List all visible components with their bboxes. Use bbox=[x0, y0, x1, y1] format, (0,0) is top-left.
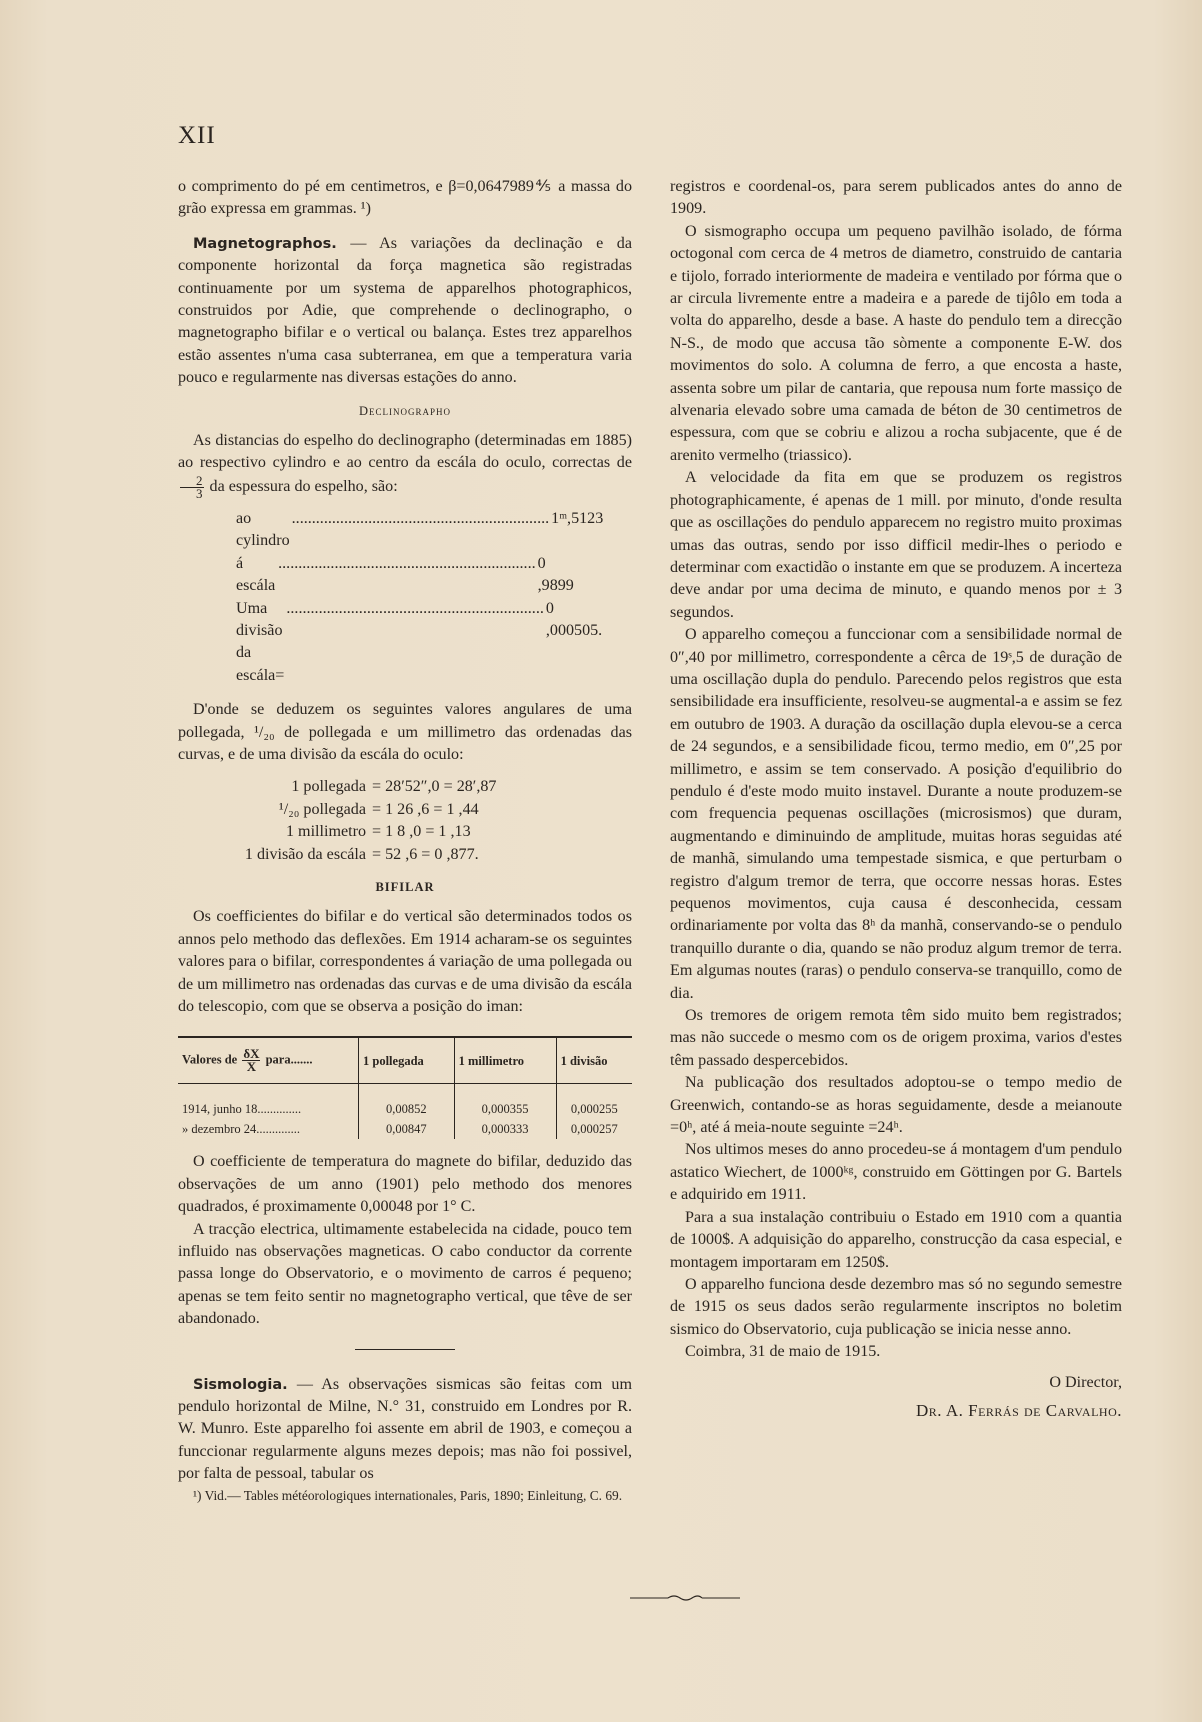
table-cell: 0,000355 bbox=[454, 1084, 556, 1120]
paragraph-traccao: A tracção electrica, ultimamente estabelecida na cidade, pouco tem influido nas observações magneticas. O cabo conductor da corrente passa longe do Observatorio, e o movimento de carros é pequeno; apenas se tem feito sentir no magnetographo vertical, que têve de ser abandonado. bbox=[178, 1220, 632, 1328]
paragraph-donde: D'onde se deduzem os seguintes valores angulares de uma pollegada, ¹/₂₀ de pollegada e um millimetro das ordenadas das curvas, e de uma divisão da escála do oculo: bbox=[178, 701, 632, 763]
fraction-numerator: 2 bbox=[180, 475, 204, 488]
header-para-text: para....... bbox=[265, 1052, 313, 1067]
paragraph-velocidade: A velocidade da fita em que se produzem os registros photographicamente, é apenas de 1 mill. por minuto, d'onde resulta que as oscillações do pendulo apparecem no registro muito proximas umas das outras, sendo por isso difficil medir-lhes o periodo e determinar com exactidão o instante em que se produzem. A incerteza deve andar por uma decima de minuto, e quando menos por ± 3 segundos. bbox=[670, 469, 1122, 621]
angular-value: = 1 8 ,0 = 1 ,13 bbox=[372, 823, 471, 841]
distance-value: 0 ,9899 bbox=[537, 554, 574, 595]
paragraph-temperatura: O coefficiente de temperatura do magnete do bifilar, deduzido das observações de um anno (1901) pelo methodo dos menores quadrados, é proximamente 0,00048 por 1° C. bbox=[178, 1153, 632, 1216]
sismologia-text: — As observações sismicas são feitas com um pendulo horizontal de Milne, N.° 31, construido em Londres por R. W. Munro. Este apparelho foi assente em abril de 1903, e começou a funccionar regularmente alguns mezes depois; mas não foi possivel, por falta de pessoal, tabular os bbox=[178, 1375, 632, 1483]
signature-name: Dr. A. Ferrás de Carvalho. bbox=[916, 1400, 1122, 1420]
right-column bbox=[670, 176, 1122, 1422]
angular-value: = 52 ,6 = 0 ,877. bbox=[372, 845, 479, 863]
distances-list bbox=[236, 508, 604, 687]
angular-label: 1 divisão da escála bbox=[244, 845, 366, 863]
distancias-text-a: As distancias do espelho do declinographo (determinadas em 1885) ao respectivo cylindro e ao centro da escála do oculo, correctas de bbox=[178, 432, 632, 472]
table-row bbox=[178, 1084, 632, 1120]
table-row bbox=[178, 1119, 632, 1139]
paragraph-intro: o comprimento do pé em centimetros, e β=0,0647989⅘ a massa do grão expressa em grammas. ¹) bbox=[178, 178, 632, 218]
distance-label: ao cylindro bbox=[236, 509, 290, 550]
fraction-denominator: X bbox=[246, 1059, 257, 1075]
list-item: Uma divisão da escála= ................................................................ 0 ,000505. bbox=[236, 598, 576, 688]
bifilar-table bbox=[178, 1036, 632, 1139]
angular-label: 1 millimetro bbox=[285, 823, 366, 841]
table-header-col: 1 pollegada bbox=[359, 1037, 455, 1084]
list-item bbox=[178, 821, 632, 843]
table-header-col: 1 divisão bbox=[556, 1037, 632, 1084]
fraction-denominator: 3 bbox=[196, 485, 203, 501]
distancias-text-b: da espessura do espelho, são: bbox=[209, 478, 398, 496]
table-header-label bbox=[178, 1037, 359, 1084]
distance-label: Uma divisão da escála= bbox=[236, 599, 285, 684]
closing-ornament bbox=[630, 1593, 740, 1603]
table-header-row bbox=[178, 1037, 632, 1084]
paragraph-publicacao: Na publicação dos resultados adoptou-se o tempo medio de Greenwich, contando-se as horas seguidamente, desde a meianoute =0ʰ, até á meia-noute seguinte =24ʰ. bbox=[670, 1074, 1122, 1137]
declinographo-heading: Declinographo bbox=[358, 403, 452, 418]
angular-label: ¹/₂₀ pollegada bbox=[278, 800, 366, 818]
bifilar-heading: BIFILAR bbox=[375, 879, 435, 894]
list-item bbox=[178, 799, 632, 821]
table-row-label: » dezembro 24.............. bbox=[182, 1122, 301, 1137]
fraction-numerator: δX bbox=[243, 1046, 260, 1062]
magnetographos-heading: Magnetographos. bbox=[193, 235, 337, 252]
table-cell: 0,000333 bbox=[454, 1119, 556, 1139]
page-number: XII bbox=[178, 122, 216, 149]
paragraph-sismologia bbox=[178, 1374, 632, 1486]
distance-label: á escála bbox=[236, 554, 276, 595]
distance-value: 0 ,000505. bbox=[545, 599, 603, 639]
footnote: ¹) Vid.— Tables météorologiques internationales, Paris, 1890; Einleitung, C. 69. bbox=[193, 1487, 623, 1503]
paragraph-sismographo: O sismographo occupa um pequeno pavilhão isolado, de fórma octogonal com cerca de 4 metros de diametro, construido de cantaria e tijolo, forrado interiormente de madeira e ventilado por fórma que o ar circula livremente entre a madeira e a parede de tijôlo em toda a volta do apparelho, desde a base. A haste do pendulo tem a direcção N-S., de modo que accusa tão sòmente a componente E-W. dos movimentos do solo. A columna de ferro, a que encosta a haste, assenta sobre um pilar de cantaria, que repousa num forte massiço de alvenaria elevado sobre uma camada de béton de 30 centimetros de espessura, com que se cobriu e alizou a rocha subjacente, que é de arenito vermelho (triassico). bbox=[670, 222, 1122, 464]
paragraph-funciona: O apparelho funciona desde dezembro mas só no segundo semestre de 1915 os seus dados serão regularmente inscriptos no boletim sismico do Observatorio, cuja publicação se inicia nesse anno. bbox=[670, 1275, 1122, 1338]
signature-role: O Director, bbox=[1049, 1373, 1122, 1391]
fraction-delta-x bbox=[242, 1048, 260, 1073]
list-item: á escála ................................................................ 0 ,9899 bbox=[236, 553, 576, 598]
paragraph-instalacao: Para a sua instalação contribuiu o Estado em 1910 com a quantia de 1000$. A adquisição do apparelho, construcção da casa especial, e montagem importaram em 1250$. bbox=[670, 1208, 1122, 1271]
angular-values bbox=[178, 776, 632, 866]
header-label-text: Valores de bbox=[182, 1052, 238, 1067]
paragraph-sensibilidade: O apparelho começou a funccionar com a sensibilidade normal de 0″,40 por millimetro, correspondente a cêrca de 19ˢ,5 de duração de uma oscillação dupla do pendulo. Parecendo pelos registros que esta sensibilidade era insufficiente, resolveu-se augmental-a e assim se fez em outubro de 1903. A duração da oscillação dupla elevou-se a cerca de 24 segundos, e a sensibilidade ficou, termo medio, em 0″,25 por millimetro, e assim se tem conservado. A posição d'equilibrio do pendulo é d'este modo muito instavel. Durante a noute produzem-se com frequencia pequenas oscillações (microsismos) que duram, augmentando e diminuindo de amplitude, muitas horas seguidas até de manhã, simulando uma tempestade sismica, e que perturbam o registro d'algum tremor de terra, que occorre nessas horas. Estes pequenos movimentos, cuja causa é desconhecida, cessam ordinariamente por volta das 8ʰ da manhã, conservando-se o pendulo tranquillo durante o dia, quando se não produz algum tremor de terra. Em algumas noutes (raras) o pendulo conserva-se tranquillo, como de dia. bbox=[670, 626, 1122, 1002]
table-cell: 0,00852 bbox=[359, 1084, 455, 1120]
paragraph-magnetographos bbox=[178, 233, 632, 390]
sismologia-heading: Sismologia. bbox=[193, 1376, 288, 1393]
list-item bbox=[178, 844, 632, 866]
paragraph-registros: registros e coordenal-os, para serem publicados antes do anno de 1909. bbox=[670, 178, 1122, 218]
distance-value: 1ᵐ,5123 bbox=[551, 509, 604, 527]
paragraph-coefficientes: Os coefficientes do bifilar e do vertical são determinados todos os annos pelo methodo das deflexões. Em 1914 acharam-se os seguintes valores para o bifilar, correspondentes á variação de uma pollegada ou de um millimetro nas ordenadas das curvas e de uma divisão da escála do telescopio, com que se observa a posição do iman: bbox=[178, 908, 632, 1015]
section-divider bbox=[355, 1349, 455, 1350]
paragraph-wiechert: Nos ultimos meses do anno procedeu-se á montagem d'um pendulo astatico Wiechert, de 1000ᵏᵍ, construido em Göttingen por G. Bartels e adquirido em 1911. bbox=[670, 1141, 1122, 1204]
table-cell: 0,000255 bbox=[556, 1084, 632, 1120]
list-item: ao cylindro ................................................................ 1ᵐ,5123 bbox=[236, 508, 576, 553]
table-header-col: 1 millimetro bbox=[454, 1037, 556, 1084]
left-column bbox=[178, 176, 632, 1505]
paragraph-distancias bbox=[178, 430, 632, 500]
magnetographos-text: — As variações da declinação e da componente horizontal da força magnetica são registradas continuamente por um systema de apparelhos photographicos, construidos por Adie, que comprehende o declinographo, o magnetographo bifilar e o vertical ou balança. Estes trez apparelhos estão assentes n'uma casa subterranea, em que a temperatura varia pouco e regularmente nas diversas estações do anno. bbox=[178, 234, 632, 387]
angular-value: = 1 26 ,6 = 1 ,44 bbox=[372, 800, 479, 818]
fraction-two-thirds bbox=[180, 472, 204, 501]
paragraph-tremores: Os tremores de origem remota têm sido muito bem registrados; mas não succede o mesmo com os de origem proxima, varios d'estes têm passado despercebidos. bbox=[670, 1007, 1122, 1069]
table-cell: 0,00847 bbox=[359, 1119, 455, 1139]
table-cell: 0,000257 bbox=[556, 1119, 632, 1139]
date-line: Coimbra, 31 de maio de 1915. bbox=[685, 1343, 881, 1361]
list-item bbox=[178, 776, 632, 798]
table-row-label: 1914, junho 18.............. bbox=[182, 1102, 302, 1117]
angular-value: = 28′52″,0 = 28′,87 bbox=[372, 778, 497, 796]
angular-label: 1 pollegada bbox=[291, 778, 366, 796]
